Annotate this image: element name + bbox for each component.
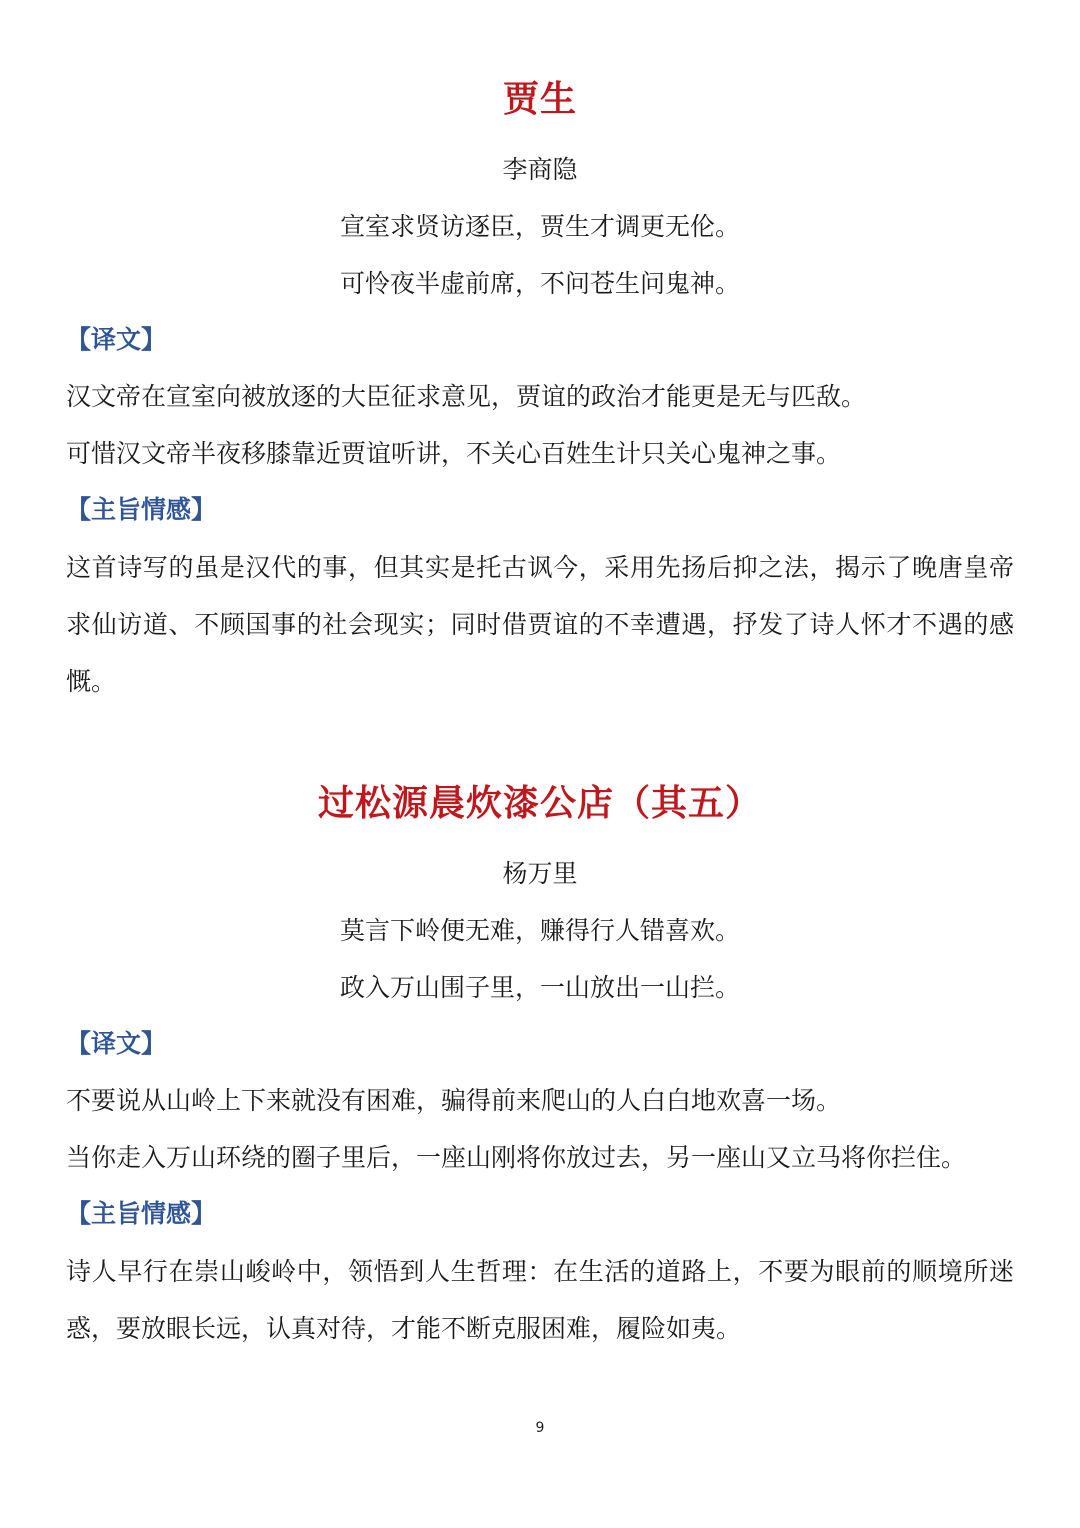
translation-line: 不要说从山岭上下来就没有困难，骗得前来爬山的人白白地欢喜一场。 [66, 1086, 842, 1115]
poem-verse: 可怜夜半虚前席，不问苍生问鬼神。 [339, 269, 740, 298]
translation-line: 汉文帝在宣室向被放逐的大臣征求意见，贾谊的政治才能更是无与匹敌。 [66, 382, 867, 411]
poem-author: 杨万里 [502, 859, 578, 888]
translation-line: 可惜汉文帝半夜移膝靠近贾谊听讲，不关心百姓生计只关心鬼神之事。 [66, 439, 842, 468]
translation-heading: 【译文】 [66, 1029, 167, 1058]
translation-line: 当你走入万山环绕的圈子里后，一座山刚将你放过去，另一座山又立马将你拦住。 [66, 1143, 967, 1172]
page-number: 9 [535, 1420, 545, 1436]
poem-author: 李商隐 [502, 155, 578, 184]
theme-heading: 【主旨情感】 [66, 1199, 217, 1228]
theme-heading: 【主旨情感】 [66, 495, 217, 524]
poem-verse: 莫言下岭便无难，赚得行人错喜欢。 [339, 916, 740, 945]
poem-verse: 政入万山围子里，一山放出一山拦。 [339, 973, 740, 1002]
poem-verse: 宣室求贤访逐臣，贾生才调更无伦。 [339, 212, 740, 241]
poem-title: 贾生 [502, 79, 577, 120]
translation-heading: 【译文】 [66, 325, 167, 354]
poem-title: 过松源晨炊漆公店（其五） [317, 783, 762, 824]
theme-paragraph: 这首诗写的虽是汉代的事，但其实是托古讽今，采用先扬后抑之法，揭示了晚唐皇帝求仙访道、不顾国事的社会现实；同时借贾谊的不幸遭遇，抒发了诗人怀才不遇的感慨。 [66, 553, 1014, 696]
theme-paragraph: 诗人早行在崇山峻岭中，领悟到人生哲理：在生活的道路上，不要为眼前的顺境所迷惑，要放眼长远，认真对待，才能不断克服困难，履险如夷。 [66, 1257, 1014, 1343]
